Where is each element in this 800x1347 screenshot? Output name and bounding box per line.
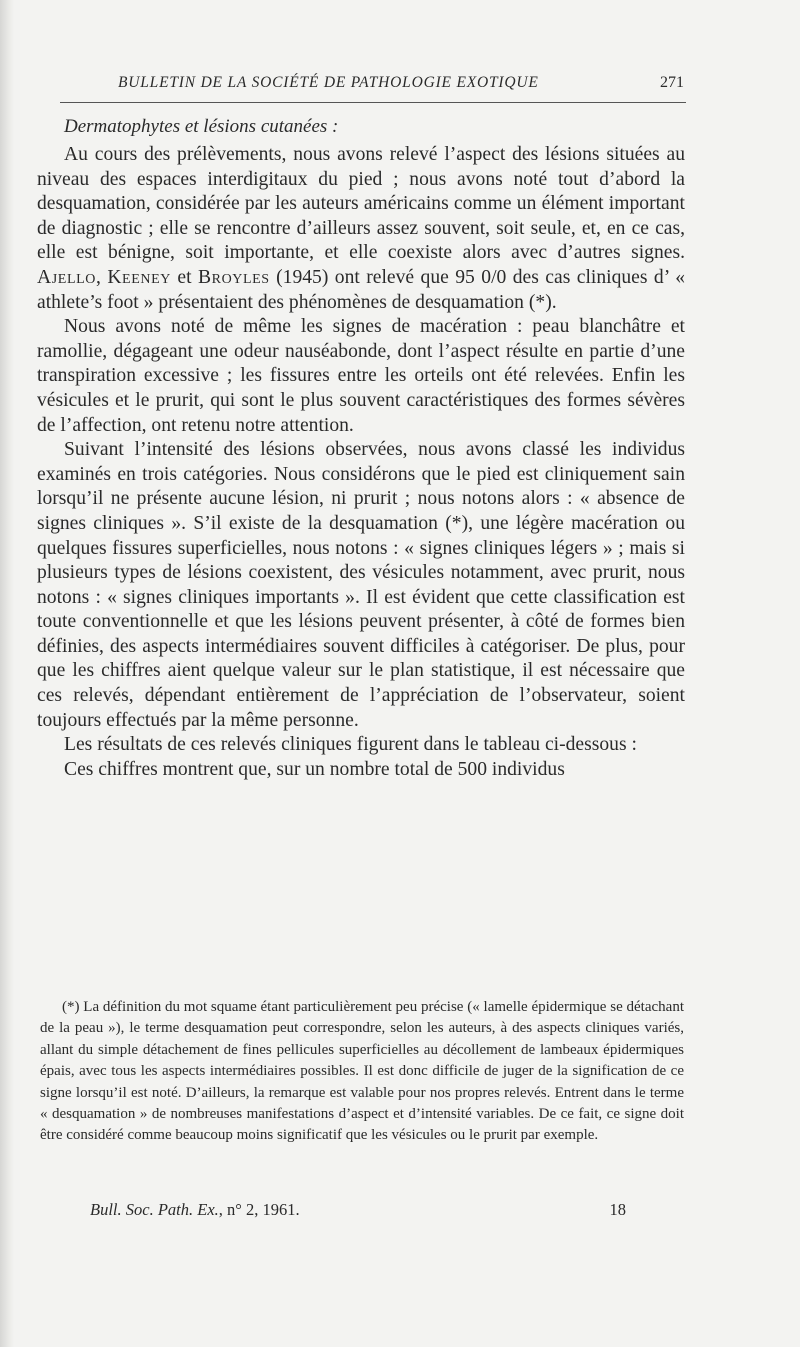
running-head (60, 70, 686, 106)
header-rule (60, 102, 686, 103)
author-separator: et (170, 266, 198, 288)
author-name: Keeney (107, 266, 171, 288)
paragraph-text: Au cours des prélèvements, nous avons relevé l’aspect des lésions situées au niveau des espaces interdigitaux du pied ; nous avons noté tout d’abord la desquamation, considérée par les auteurs américains comme un élément important de diagnostic ; elle se rencontre d’ailleurs assez souvent, soit seule, et, en ce cas, elle est bénigne, soit importante, et elle coexiste alors avec d’autres signes. (37, 144, 685, 264)
section-title: Dermatophytes et lésions cutanées : (64, 116, 339, 137)
author-name: Ajello (37, 266, 96, 288)
footnote: (*) La définition du mot squame étant particulièrement peu précise (« lamelle épidermique se détachant de la peau »), le terme desquamation peut correspondre, selon les auteurs, à des aspects cliniques variés, allant du simple détachement de fines pellicules superficielles au décollement de lambeaux épidermiques épais, avec tous les aspects intermédiaires possibles. Il est donc difficile de juger de la signification de ce signe lorsqu’il est noté. D’ailleurs, la remarque est valable pour nos propres relevés. Entrent dans le terme « desquamation » de nombreuses manifestations d’aspect et d’intensité variables. De ce fait, ce signe doit être considéré comme beaucoup moins significatif que les vésicules ou le prurit par exemple. (40, 999, 684, 1144)
paragraph: Ces chiffres montrent que, sur un nombre total de 500 individus (64, 758, 565, 780)
journal-abbreviation: Bull. Soc. Path. Ex. (90, 1200, 219, 1219)
page-binding-edge (0, 0, 14, 1347)
paragraph: Les résultats de ces relevés cliniques figurent dans le tableau ci-dessous : (64, 734, 637, 756)
paragraph (37, 143, 685, 315)
running-head-title: BULLETIN DE LA SOCIÉTÉ DE PATHOLOGIE EXOTIQUE (118, 74, 539, 91)
journal-citation (90, 1200, 300, 1220)
signature-mark: 18 (609, 1200, 626, 1219)
page-footer (40, 1198, 684, 1224)
paragraph-text: (1945) ont relevé que 95 0/0 des cas cliniques d’ « athlete’s foot » présentaient des phénomènes de desquamation (*). (37, 266, 686, 313)
page-number: 271 (660, 74, 684, 91)
author-separator: , (95, 266, 108, 288)
author-name: Broyles (197, 266, 270, 288)
journal-issue: , n° 2, 1961. (218, 1200, 300, 1219)
paragraph: Nous avons noté de même les signes de macération : peau blanchâtre et ramollie, dégageant une odeur nauséabonde, dont l’aspect résulte en partie d’une transpiration excessive ; les fissures entre les orteils ont été relevées. Enfin les vésicules et le prurit, qui sont le plus souvent caractéristiques des formes sévères de l’affection, ont retenu notre attention. (37, 316, 685, 436)
paragraph: Suivant l’intensité des lésions observées, nous avons classé les individus examinés en trois catégories. Nous considérons que le pied est cliniquement sain lorsqu’il ne présente aucune lésion, ni prurit ; nous notons alors : « absence de signes cliniques ». S’il existe de la desquamation (*), une légère macération ou quelques fissures superficielles, nous notons : « signes cliniques légers » ; mais si plusieurs types de lésions coexistent, des vésicules notamment, avec prurit, nous notons : « signes cliniques importants ». Il est évident que cette classification est toute conventionnelle et que les lésions peuvent présenter, à côté de formes bien définies, des aspects intermédiaires souvent difficiles à catégoriser. De plus, pour que les chiffres aient quelque valeur sur le plan statistique, il est nécessaire que ces relevés, dépendant entièrement de l’appréciation de l’observateur, soient toujours effectués par la même personne. (37, 439, 685, 731)
article-body (37, 115, 685, 782)
